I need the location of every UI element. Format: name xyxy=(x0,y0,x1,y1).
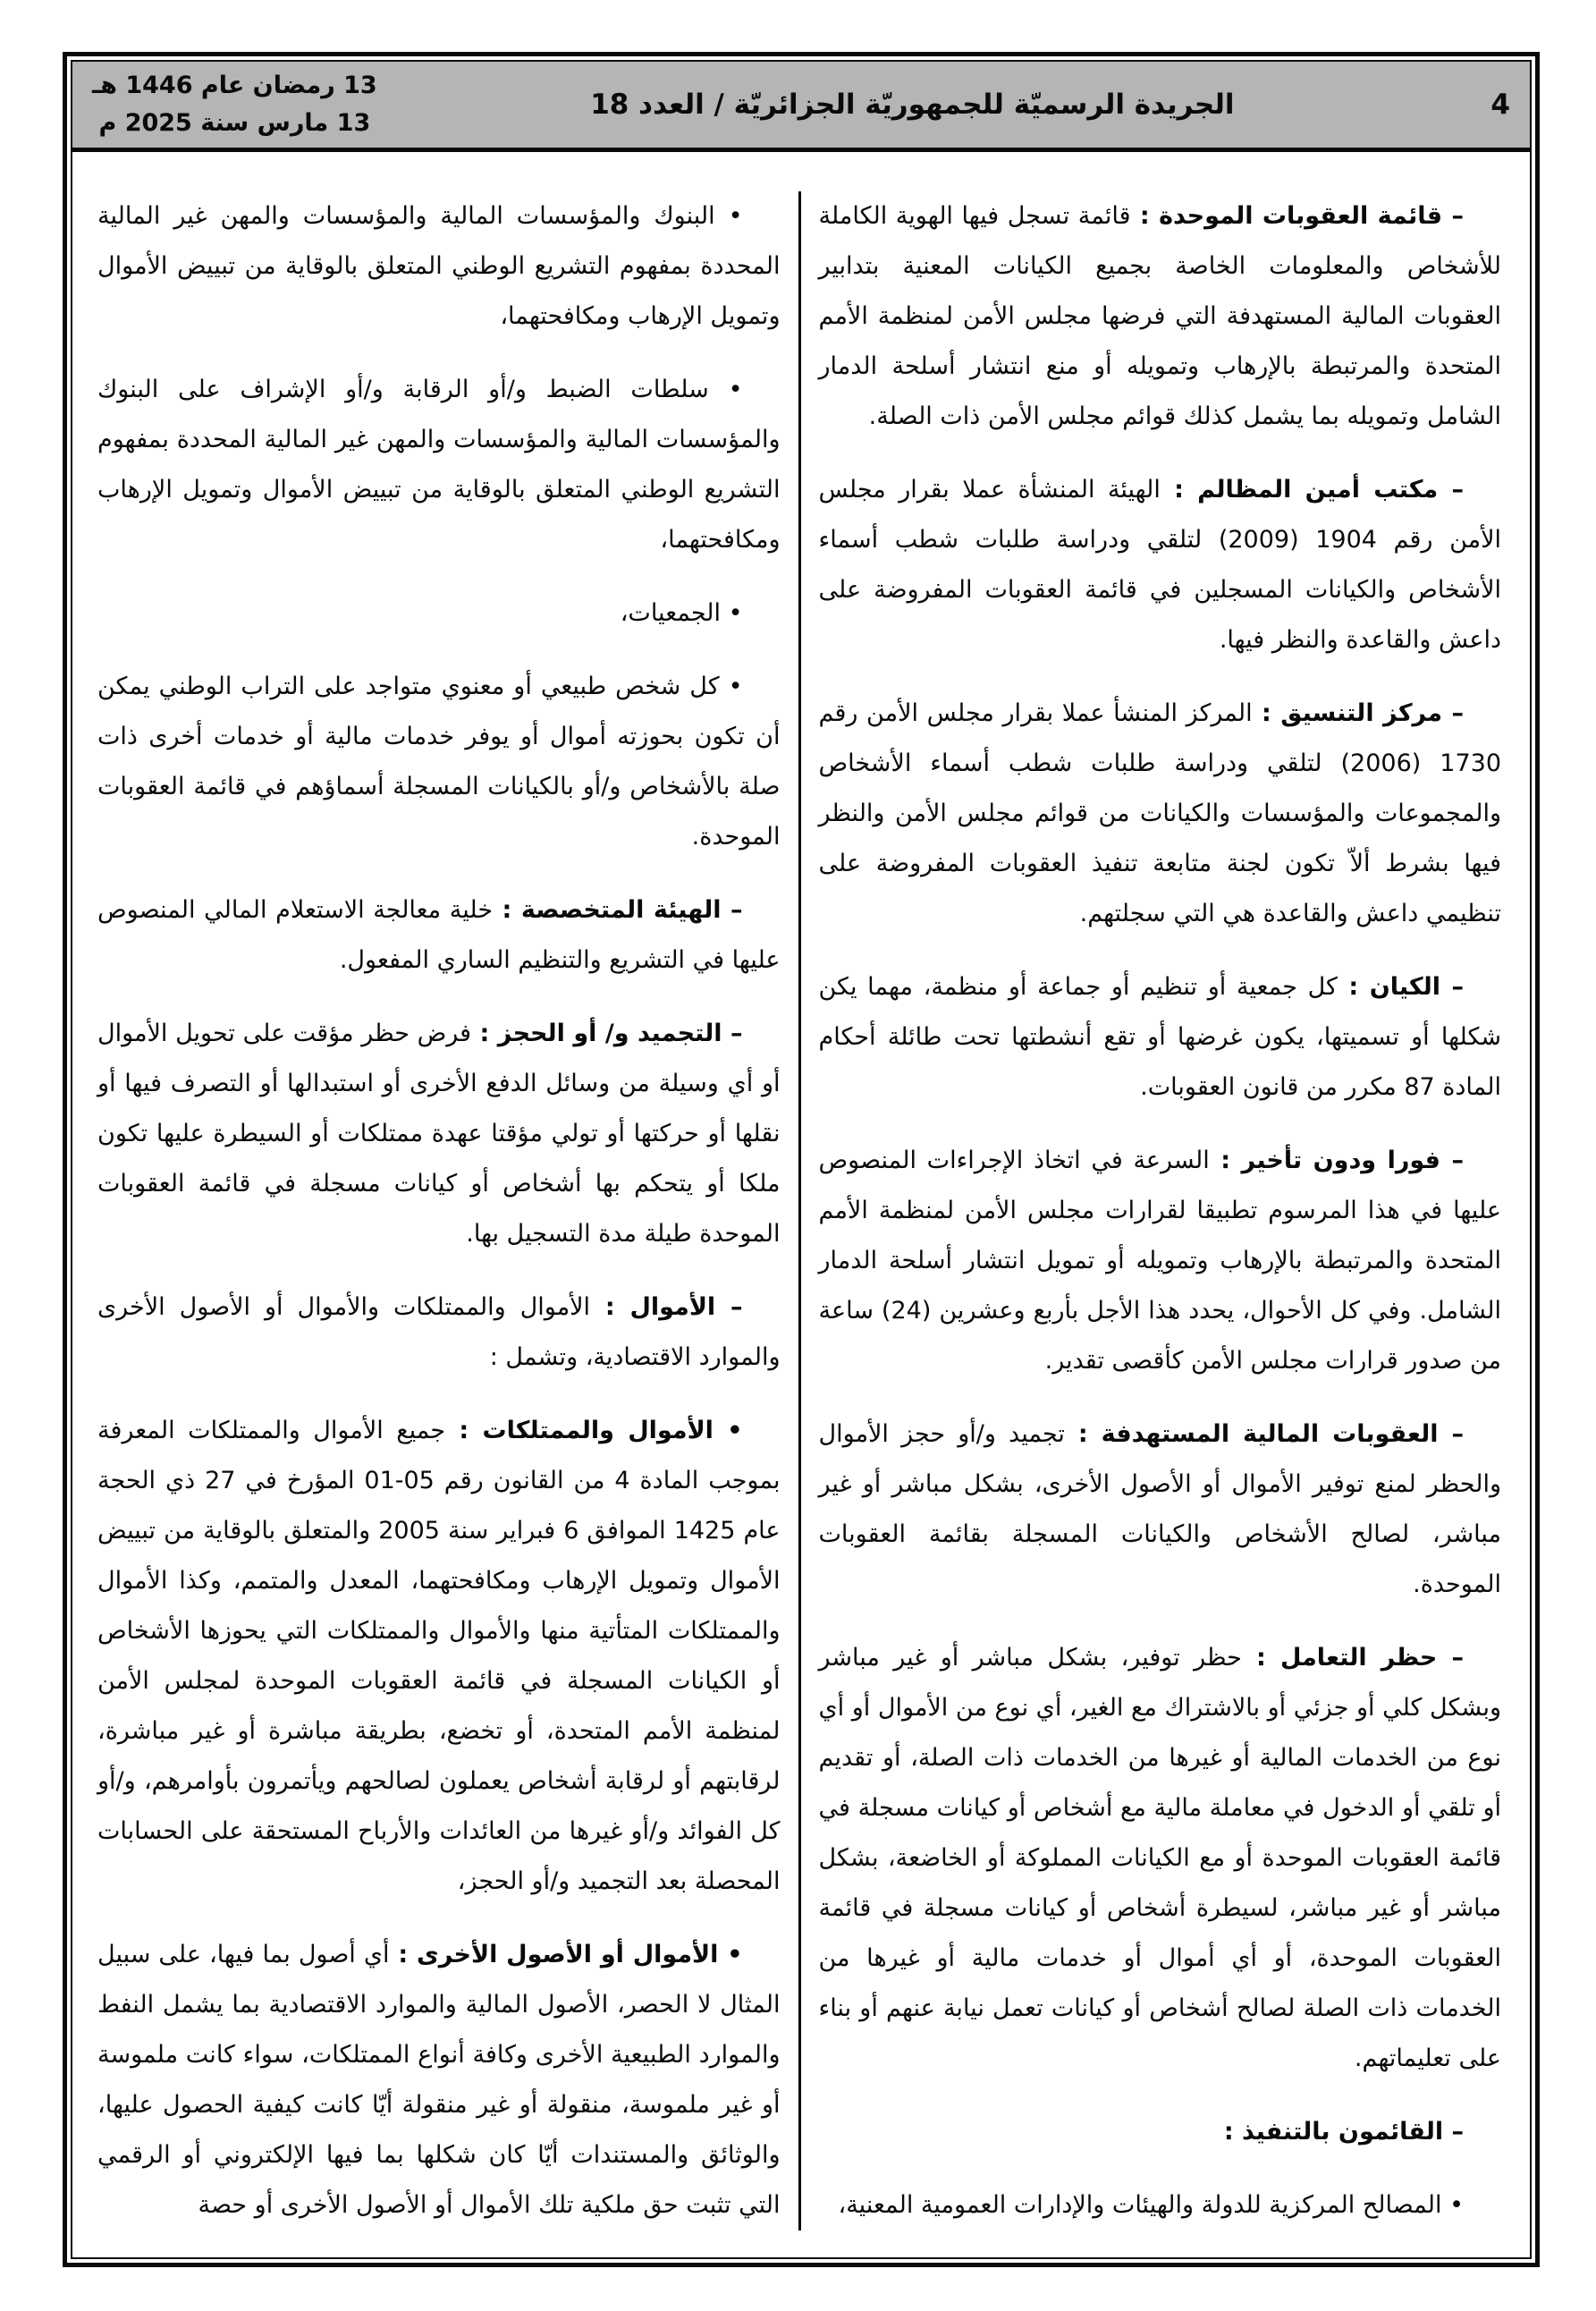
definition-term: – مكتب أمين المظالم : xyxy=(1160,475,1464,504)
definition-paragraph xyxy=(97,1009,781,1259)
definition-term: – القائمون بالتنفيذ : xyxy=(1223,2117,1464,2146)
definition-text: قائمة تسجل فيها الهوية الكاملة للأشخاص والمعلومات الخاصة بجميع الكيانات المعنية بتدابير العقوبات المالية المستهدفة التي فرضها مجلس الأمن لمنظمة الأمم المتحدة والمرتبطة بالإرهاب وتمويله أو منع انتشار أسلحة الدمار الشامل وتمويله بما يشمل كذلك قوائم مجلس الأمن ذات الصلة. xyxy=(818,201,1501,430)
definition-text: الهيئة المنشأة عملا بقرار مجلس الأمن رقم 1904 (2009) لتلقي ودراسة طلبات شطب أسماء الأشخاص والكيانات المسجلين في قائمة العقوبات المفروضة على داعش والقاعدة والنظر فيها. xyxy=(818,475,1501,654)
gazette-title: الجريدة الرسميّة للجمهوريّة الجزائريّة / العدد 18 xyxy=(590,88,1235,121)
column-left xyxy=(85,191,793,2231)
definition-paragraph xyxy=(819,2180,1502,2231)
definition-text: الأموال والممتلكات والأموال أو الأصول الأخرى والموارد الاقتصادية، وتشمل : xyxy=(97,1292,781,1371)
definition-paragraph xyxy=(819,1136,1502,1386)
definition-paragraph xyxy=(97,885,781,986)
definition-text: حظر توفير، بشكل مباشر أو غير مباشر وبشكل كلي أو جزئي أو بالاشتراك مع الغير، أي نوع من الأموال أو أي نوع من الخدمات المالية أو غيرها من الخدمات ذات الصلة، أو تقديم أو تلقي أو الدخول في معاملة مالية مع أشخاص أو كيانات مسجلة في قائمة العقوبات الموحدة أو مع الكيانات المملوكة أو الخاضعة، بشكل مباشر أو غير مباشر، لسيطرة أشخاص أو كيانات مسجلة في قائمة العقوبات الموحدة، أو أي أموال أو خدمات مالية أو غيرها من الخدمات ذات الصلة لصالح أشخاص أو كيانات تعمل نيابة عنهم أو بناء على تعليماتهم. xyxy=(818,1643,1501,2072)
definition-paragraph xyxy=(97,662,781,862)
definition-term: – مركز التنسيق : xyxy=(1252,698,1464,727)
definition-term: – الهيئة المتخصصة : xyxy=(493,895,743,924)
definition-text: كل جمعية أو تنظيم أو جماعة أو منظمة، مهما يكن شكلها أو تسميتها، يكون غرضها أو تقع أنشطتها تحت طائلة أحكام المادة 87 مكرر من قانون العقوبات. xyxy=(818,972,1501,1101)
gazette-page xyxy=(0,52,1596,2311)
header-bar xyxy=(72,62,1530,152)
definition-text: السرعة في اتخاذ الإجراءات المنصوص عليها في هذا المرسوم تطبيقا لقرارات مجلس الأمن لمنظمة الأمم المتحدة والمرتبطة بالإرهاب وتمويله أو تمويل انتشار أسلحة الدمار الشامل. وفي كل الأحوال، يحدد هذا الأجل بأربع وعشرين (24) ساعة من صدور قرارات مجلس الأمن كأقصى تقدير. xyxy=(818,1146,1502,1375)
text-columns xyxy=(72,152,1530,2257)
column-right xyxy=(806,191,1515,2231)
definition-text: • المصالح المركزية للدولة والهيئات والإدارات العمومية المعنية، xyxy=(838,2190,1464,2219)
definition-text: جميع الأموال والممتلكات المعرفة بموجب المادة 4 من القانون رقم 05-01 المؤرخ في 27 ذي الحجة عام 1425 الموافق 6 فبراير سنة 2005 والمتعلق بالوقاية من تبييض الأموال وتمويل الإرهاب ومكافحتهما، المعدل والمتمم، وكذا الأموال والممتلكات المتأتية منها والأموال والممتلكات التي يحوزها الأشخاص أو الكيانات المسجلة في قائمة العقوبات الموحدة لمجلس الأمن لمنظمة الأمم المتحدة، أو تخضع، بطريقة مباشرة أو غير مباشرة، لرقابتهم أو لرقابة أشخاص يعملون لصالحهم ويأتمرون بأوامرهم، و/أو كل الفوائد و/أو غيرها من العائدات والأرباح المستحقة على الحسابات المحصلة بعد التجميد و/أو الحجز، xyxy=(97,1416,781,1895)
definition-paragraph xyxy=(819,465,1502,665)
definition-term: – العقوبات المالية المستهدفة : xyxy=(1064,1419,1464,1448)
definition-term: – حظر التعامل : xyxy=(1241,1643,1464,1672)
definition-term: – قائمة العقوبات الموحدة : xyxy=(1130,201,1464,230)
definition-text: فرض حظر مؤقت على تحويل الأموال أو أي وسيلة من وسائل الدفع الأخرى أو استبدالها أو التصرف فيها أو نقلها أو حركتها أو تولي مؤقتا عهدة ممتلكات أو السيطرة عليها تكون ملكا أو يتحكم بها أشخاص أو كيانات مسجلة في قائمة العقوبات الموحدة طيلة مدة التسجيل بها. xyxy=(97,1019,781,1248)
page-frame-inner xyxy=(71,60,1532,2259)
definition-term: – فورا ودون تأخير : xyxy=(1209,1146,1464,1174)
definition-paragraph xyxy=(97,365,781,565)
gregorian-date: 13 مارس سنة 2025 م xyxy=(98,108,371,137)
definition-text: أي أصول بما فيها، على سبيل المثال لا الحصر، الأصول المالية والموارد الاقتصادية بما يشمل النفط والموارد الطبيعية الأخرى وكافة أنواع الممتلكات، سواء كانت ملموسة أو غير ملموسة، منقولة أو غير منقولة أيّا كانت كيفية الحصول عليها، والوثائق والمستندات أيّا كان شكلها بما فيها الإلكتروني أو الرقمي التي تثبت حق ملكية تلك الأموال أو الأصول الأخرى أو حصة xyxy=(97,1940,781,2219)
definition-paragraph xyxy=(97,191,781,342)
definition-paragraph xyxy=(97,588,781,639)
definition-term: – الكيان : xyxy=(1337,972,1465,1001)
definition-paragraph xyxy=(97,1930,781,2231)
definition-paragraph xyxy=(819,1633,1502,2084)
definition-paragraph xyxy=(819,689,1502,939)
definition-paragraph xyxy=(819,2107,1502,2157)
definition-paragraph xyxy=(819,191,1502,442)
definition-text: • كل شخص طبيعي أو معنوي متواجد على التراب الوطني يمكن أن تكون بحوزته أموال أو يوفر خدمات مالية أو خدمات أخرى ذات صلة بالأشخاص و/أو بالكيانات المسجلة أسماؤهم في قائمة العقوبات الموحدة. xyxy=(97,672,781,851)
column-divider xyxy=(798,191,801,2231)
date-block xyxy=(92,67,377,142)
page-number: 4 xyxy=(1490,88,1510,121)
definition-paragraph xyxy=(97,1406,781,1907)
definition-text: • الجمعيات، xyxy=(620,598,743,627)
definition-term: – الأموال : xyxy=(590,1292,743,1321)
definition-term: – التجميد و/ أو الحجز : xyxy=(471,1019,743,1047)
page-frame xyxy=(63,52,1540,2267)
definition-paragraph xyxy=(819,1409,1502,1610)
definition-term: • الأموال أو الأصول الأخرى : xyxy=(389,1940,743,1968)
definition-text: تجميد و/أو حجز الأموال والحظر لمنع توفير الأموال أو الأصول الأخرى، بشكل مباشر أو غير مباشر، لصالح الأشخاص والكيانات المسجلة بقائمة العقوبات الموحدة. xyxy=(818,1419,1501,1598)
hijri-date: 13 رمضان عام 1446 هـ xyxy=(92,72,377,99)
definition-term: • الأموال والممتلكات : xyxy=(445,1416,743,1444)
definition-text: • سلطات الضبط و/أو الرقابة و/أو الإشراف على البنوك والمؤسسات المالية والمؤسسات والمهن غير المالية المحددة بمفهوم التشريع الوطني المتعلق بالوقاية من تبييض الأموال وتمويل الإرهاب ومكافحتهما، xyxy=(97,375,781,554)
definition-text: • البنوك والمؤسسات المالية والمؤسسات والمهن غير المالية المحددة بمفهوم التشريع الوطني المتعلق بالوقاية من تبييض الأموال وتمويل الإرهاب ومكافحتهما، xyxy=(97,201,781,330)
definition-paragraph xyxy=(819,962,1502,1113)
definition-paragraph xyxy=(97,1282,781,1383)
definition-text: المركز المنشأ عملا بقرار مجلس الأمن رقم 1730 (2006) لتلقي ودراسة طلبات شطب أسماء الأشخاص والمجموعات والمؤسسات والكيانات من قوائم مجلس الأمن والنظر فيها بشرط ألاّ تكون لجنة متابعة تنفيذ العقوبات المفروضة على تنظيمي داعش والقاعدة هي التي سجلتهم. xyxy=(818,698,1501,927)
definition-text: خلية معالجة الاستعلام المالي المنصوص عليها في التشريع والتنظيم الساري المفعول. xyxy=(97,895,781,974)
